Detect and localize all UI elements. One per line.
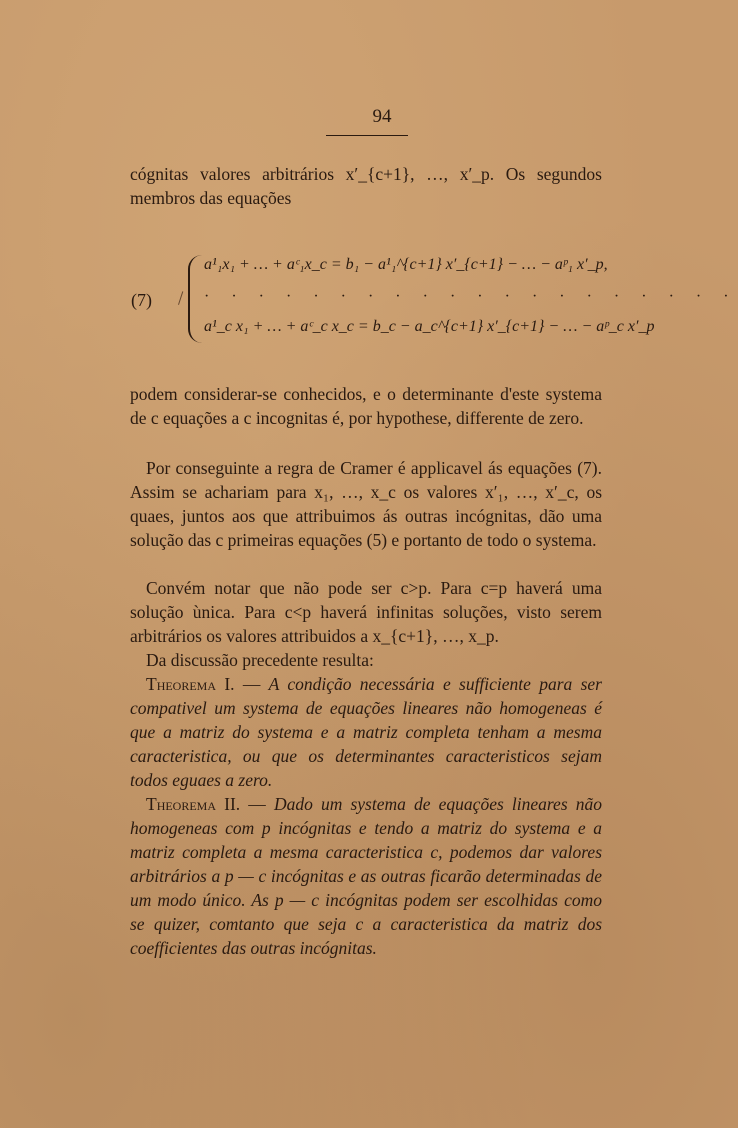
paragraph-discussion: Da discussão precedente resulta:	[146, 650, 374, 670]
theorem-1-text: A condição necessária e sufficiente para ser compativel um systema de equações lineares não homogeneas é que a matriz do systema e a matriz completa tenham a mesma caracteristica, ou que os determinantes caracteristicos sejam todos eguaes a zero.	[130, 674, 602, 790]
theorem-2-text: Dado um systema de equações lineares não homogeneas com p incógnitas e tendo a matriz do systema e a matriz completa a mesma caracteristica c, podemos dar valores arbitrários a p — c incógnitas e as outras ficarão determinadas de um modo único. As p — c incógnitas podem ser escolhidas como se quizer, comtanto que seja c a caracteristica da matriz dos coefficientes das outras incógnitas.	[130, 794, 603, 958]
equation-label: (7)	[131, 290, 152, 310]
header-rule	[326, 135, 408, 136]
equation-line-1: a¹₁x₁ + … + aᶜ₁x_c = b₁ − a¹₁^{c+1} x′_{c+1} − … − aᵖ₁ x′_p,	[204, 256, 608, 273]
paragraph-cramer: Por conseguinte a regra de Cramer é applicavel ás equações (7). Assim se achariam para x₁, …, x_c os valores x′₁, …, x′_c, os quaes, juntos aos que attribuimos ás outras incógnitas, dão uma solução das c primeiras equações (5) e portanto de todo o systema.	[130, 458, 602, 550]
paragraph-note: Convém notar que não pode ser c>p. Para c=p haverá uma solução ùnica. Para c<p haverá infinitas soluções, visto serem arbitrários os valores attribuidos a x_{c+1}, …, x_p.	[130, 578, 602, 646]
theorem-2-label: Theorema II. —	[146, 794, 266, 814]
paragraph-determinant: podem considerar-se conhecidos, e o determinante d'este systema de c equações a c incognitas é, por hypothese, differente de zero.	[130, 384, 602, 428]
paragraph-intro: cógnitas valores arbitrários x′_{c+1}, …, x′_p. Os segundos membros das equações	[130, 164, 602, 208]
theorem-2	[130, 792, 602, 960]
theorem-1	[130, 672, 602, 792]
equation-line-c: a¹_c x₁ + … + aᶜ_c x_c = b_c − a_c^{c+1} x′_{c+1} − … − aᵖ_c x′_p	[204, 318, 655, 335]
equation-brace	[188, 255, 204, 343]
equation-line-dots: · · · · · · · · · · · · · · · · · · · ·	[204, 288, 738, 305]
theorem-1-label: Theorema I. —	[146, 674, 261, 694]
page-number: 94	[372, 106, 392, 127]
